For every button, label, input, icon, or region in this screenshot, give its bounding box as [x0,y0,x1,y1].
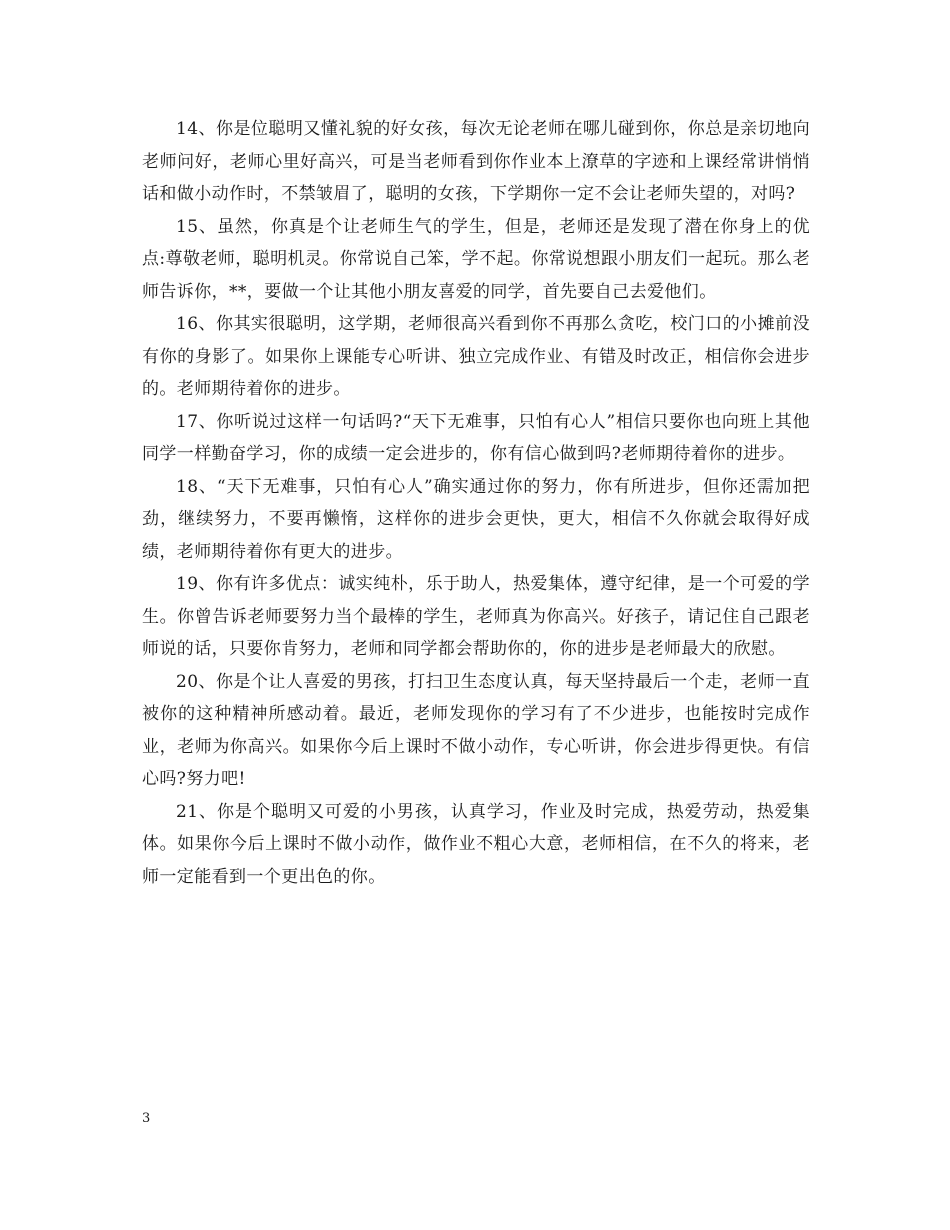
paragraph-21: 21、你是个聪明又可爱的小男孩，认真学习，作业及时完成，热爱劳动，热爱集体。如果你今后上课时不做小动作，做作业不粗心大意，老师相信，在不久的将来，老师一定能看到一个更出色的你。 [142,801,810,887]
paragraph-14: 14、你是位聪明又懂礼貌的好女孩，每次无论老师在哪儿碰到你，你总是亲切地向老师问好，老师心里好高兴，可是当老师看到你作业本上潦草的字迹和上课经常讲悄悄话和做小动作时，不禁皱眉了，聪明的女孩，下学期你一定不会让老师失望的，对吗? [142,119,810,204]
paragraph-19: 19、你有许多优点：诚实纯朴，乐于助人，热爱集体，遵守纪律，是一个可爱的学生。你曾告诉老师要努力当个最棒的学生，老师真为你高兴。好孩子，请记住自己跟老师说的话，只要你肯努力，老师和同学都会帮助你的，你的进步是老师最大的欣慰。 [142,574,810,659]
page-number: 3 [142,1111,151,1126]
paragraph-18: 18、“天下无难事，只怕有心人”确实通过你的努力，你有所进步，但你还需加把劲，继续努力，不要再懒惰，这样你的进步会更快，更大，相信不久你就会取得好成绩，老师期待着你有更大的进步。 [142,476,810,562]
paragraph-20: 20、你是个让人喜爱的男孩，打扫卫生态度认真，每天坚持最后一个走，老师一直被你的这种精神所感动着。最近，老师发现你的学习有了不少进步，也能按时完成作业，老师为你高兴。如果你今后上课时不做小动作，专心听讲，你会进步得更快。有信心吗?努力吧! [142,671,810,789]
document-body [142,113,810,893]
paragraph-16: 16、你其实很聪明，这学期，老师很高兴看到你不再那么贪吃，校门口的小摊前没有你的身影了。如果你上课能专心听讲、独立完成作业、有错及时改正，相信你会进步的。老师期待着你的进步。 [142,314,810,399]
paragraph-17: 17、你听说过这样一句话吗?“天下无难事，只怕有心人”相信只要你也向班上其他同学一样勤奋学习，你的成绩一定会进步的，你有信心做到吗?老师期待着你的进步。 [142,411,810,464]
paragraph-15: 15、虽然，你真是个让老师生气的学生，但是，老师还是发现了潜在你身上的优点:尊敬老师，聪明机灵。你常说自己笨，学不起。你常说想跟小朋友们一起玩。那么老师告诉你，**，要做一个让其他小朋友喜爱的同学，首先要自己去爱他们。 [142,216,810,302]
